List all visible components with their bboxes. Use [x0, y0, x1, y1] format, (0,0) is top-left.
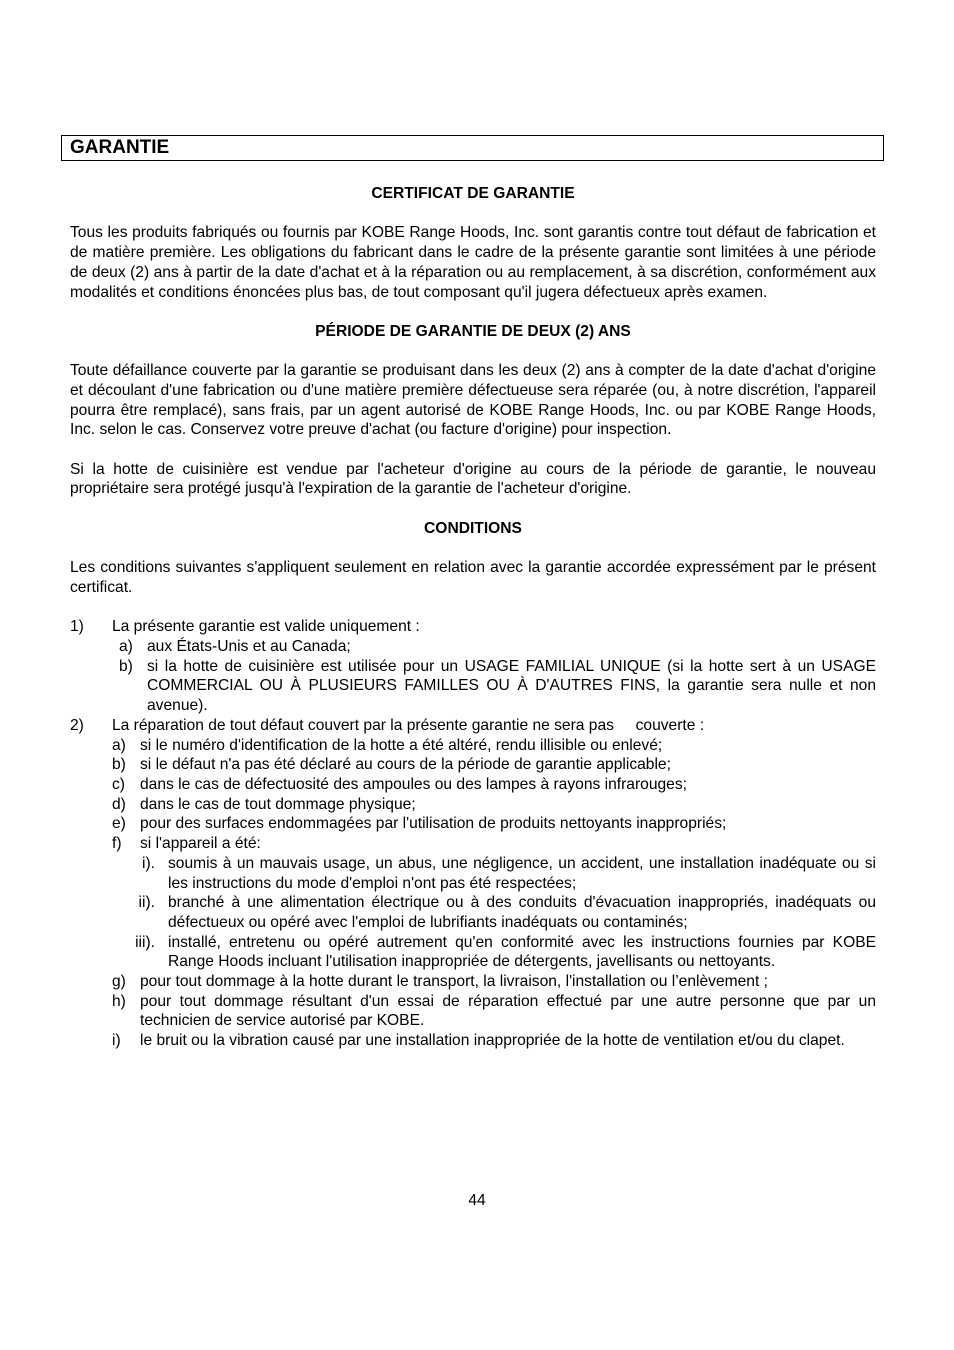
list-text: pour tout dommage résultant d'un essai de réparation effectué par une autre personne que par un technicien de service autorisé par KOBE.	[140, 992, 876, 1030]
list-marker: iii).	[135, 933, 155, 951]
list-marker: 1)	[70, 618, 84, 636]
list-marker: c)	[112, 775, 125, 793]
list-item-2i	[70, 1031, 876, 1051]
heading-certificat: CERTIFICAT DE GARANTIE	[371, 185, 575, 202]
paragraph-periode-1: Toute défaillance couverte par la garantie se produisant dans les deux (2) ans à compter de la date d'achat d'origine et découlant d'une fabrication ou d'une matière première défectueuse sera réparée (ou, à notre discrétion, l'appareil pourra être remplacé), sans frais, par un agent autorisé de KOBE Range Hoods, Inc. ou par KOBE Range Hoods, Inc. selon le cas. Conservez votre preuve d'achat (ou facture d'origine) pour inspection.	[70, 362, 876, 439]
list-text: si la hotte de cuisinière est utilisée pour un USAGE FAMILIAL UNIQUE (si la hotte sert à un USAGE COMMERCIAL OU À PLUSIEURS FAMILLES OU À D'AUTRES FINS, la garantie sera nulle et non avenue).	[147, 657, 876, 715]
paragraph-certificat: Tous les produits fabriqués ou fournis par KOBE Range Hoods, Inc. sont garantis contre tout défaut de fabrication et de matière première. Les obligations du fabricant dans le cadre de la présente garantie sont limitées à une période de deux (2) ans à partir de la date d'achat et à la réparation ou au remplacement, à sa discrétion, conformément aux modalités et conditions énoncées plus bas, de tout composant qu'il jugera défectueux après examen.	[70, 224, 876, 301]
list-marker: ii).	[138, 894, 155, 912]
list-item-2e	[70, 814, 876, 834]
list-text: dans le cas de défectuosité des ampoules ou des lampes à rayons infrarouges;	[140, 775, 687, 793]
list-item-2g	[70, 972, 876, 992]
list-marker: g)	[112, 973, 126, 991]
list-marker: i).	[142, 854, 155, 872]
list-marker: b)	[112, 756, 126, 774]
list-item-2f-ii	[70, 893, 876, 932]
section-title-box	[61, 135, 884, 161]
list-marker: e)	[112, 815, 126, 833]
list-marker: i)	[112, 1032, 121, 1050]
list-marker: a)	[112, 736, 126, 754]
list-item-1a	[70, 637, 876, 657]
paragraph-conditions: Les conditions suivantes s'appliquent seulement en relation avec la garantie accordée expressément par le présent certificat.	[70, 559, 876, 596]
list-marker: f)	[112, 835, 122, 853]
heading-periode: PÉRIODE DE GARANTIE DE DEUX (2) ANS	[315, 322, 631, 340]
list-marker: a)	[119, 638, 133, 656]
list-marker: h)	[112, 992, 126, 1010]
list-text: si le numéro d'identification de la hotte a été altéré, rendu illisible ou enlevé;	[140, 736, 663, 754]
list-text: installé, entretenu ou opéré autrement qu'en conformité avec les instructions fournies par KOBE Range Hoods incluant l'utilisation inappropriée de détergents, javellisants ou nettoyants.	[168, 933, 876, 971]
list-item-2c	[70, 775, 876, 795]
heading-conditions: CONDITIONS	[424, 519, 522, 537]
list-text: le bruit ou la vibration causé par une installation inappropriée de la hotte de ventilation et/ou du clapet.	[140, 1032, 845, 1050]
list-item-1	[70, 617, 876, 637]
list-text: soumis à un mauvais usage, un abus, une négligence, un accident, une installation inadéquate ou si les instructions du mode d'emploi n'ont pas été respectées;	[168, 854, 876, 892]
warranty-content	[70, 184, 876, 1051]
list-marker: b)	[119, 657, 133, 675]
list-item-2h	[70, 992, 876, 1031]
list-text: La présente garantie est valide uniquement :	[112, 618, 420, 636]
list-item-2f	[70, 834, 876, 854]
list-marker: d)	[112, 795, 126, 813]
section-title: GARANTIE	[70, 137, 170, 158]
list-text: pour des surfaces endommagées par l'utilisation de produits nettoyants inappropriés;	[140, 815, 727, 833]
list-item-2d	[70, 795, 876, 815]
list-item-2f-i	[70, 854, 876, 893]
list-item-2	[70, 716, 876, 736]
list-item-2f-iii	[70, 933, 876, 972]
list-text: aux États-Unis et au Canada;	[147, 638, 351, 656]
list-text: si l'appareil a été:	[140, 835, 261, 853]
list-text: branché à une alimentation électrique ou à des conduits d'évacuation inappropriés, inadéquats ou défectueux ou opéré avec l'emploi de lubrifiants inadéquats ou contaminés;	[168, 894, 876, 931]
list-text: dans le cas de tout dommage physique;	[140, 795, 416, 813]
list-text: pour tout dommage à la hotte durant le transport, la livraison, l'installation ou l’enlèvement ;	[140, 973, 768, 991]
list-text: La réparation de tout défaut couvert par la présente garantie ne sera pas couverte :	[112, 716, 705, 734]
list-item-2a	[70, 736, 876, 756]
list-marker: 2)	[70, 716, 84, 734]
list-text: si le défaut n'a pas été déclaré au cours de la période de garantie applicable;	[140, 756, 671, 774]
list-item-2b	[70, 755, 876, 775]
page-number: 44	[468, 1192, 486, 1209]
list-item-1b	[70, 657, 876, 716]
paragraph-periode-2: Si la hotte de cuisinière est vendue par l'acheteur d'origine au cours de la période de garantie, le nouveau propriétaire sera protégé jusqu'à l'expiration de la garantie de l'acheteur d'origine.	[70, 460, 876, 498]
